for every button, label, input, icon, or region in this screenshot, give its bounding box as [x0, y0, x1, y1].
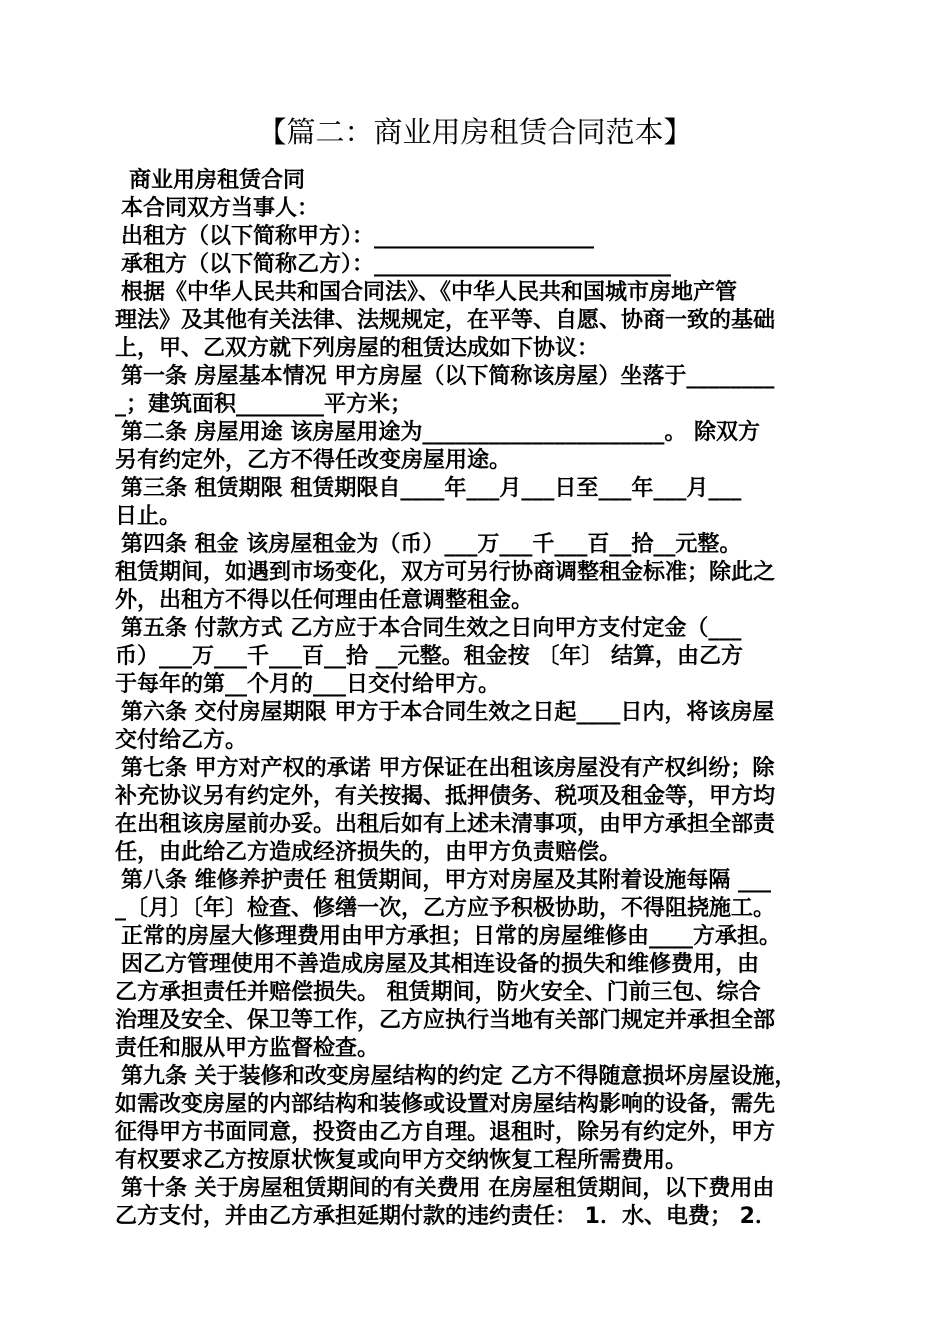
text-line: 因乙方管理使用不善造成房屋及其相连设备的损失和维修费用，由: [121, 952, 760, 977]
clause-7-line: 第七条 甲方对产权的承诺 甲方保证在出租该房屋没有产权纠纷；除: [121, 756, 775, 781]
text-line: 出租方（以下简称甲方）：____________________: [121, 224, 595, 249]
text-line: 交付给乙方。: [115, 728, 248, 753]
text-line: 上，甲、乙双方就下列房屋的租赁达成如下协议：: [115, 336, 600, 361]
text-line: 理法》及其他有关法律、法规规定，在平等、自愿、协商一致的基础: [115, 308, 776, 333]
clause-2-line: 第二条 房屋用途 该房屋用途为______________________。 除双方: [121, 420, 760, 445]
text-line: _〔月〕〔年〕检查、修缮一次，乙方应予积极协助，不得阻挠施工。: [115, 896, 776, 921]
text-line: 如需改变房屋的内部结构和装修或设置对房屋结构影响的设备，需先: [115, 1092, 776, 1117]
text-line: 租赁期间，如遇到市场变化，双方可另行协商调整租金标准；除此之: [115, 560, 776, 585]
text-line: _；建筑面积________平方米；: [115, 392, 413, 417]
clause-6-line: 第六条 交付房屋期限 甲方于本合同生效之日起____日内，将该房屋: [121, 700, 775, 725]
text-line: 正常的房屋大修理费用由甲方承担；日常的房屋维修由____方承担。: [121, 924, 782, 949]
text-line: 日止。: [115, 504, 182, 529]
clause-4-line: 第四条 租金 该房屋租金为（币）___万___千___百__拾__元整。: [121, 532, 742, 557]
text-line: 于每年的第__个月的___日交付给甲方。: [115, 672, 501, 697]
text-line: 外，出租方不得以任何理由任意调整租金。: [115, 588, 534, 613]
clause-3-line: 第三条 租赁期限 租赁期限自____年___月___日至___年___月___: [121, 476, 742, 501]
clause-8-line: 第八条 维修养护责任 租赁期间，甲方对房屋及其附着设施每隔 ___: [121, 868, 771, 893]
clause-9-line: 第九条 关于装修和改变房屋结构的约定 乙方不得随意损坏房屋设施，: [121, 1064, 797, 1089]
clause-1-line: 第一条 房屋基本情况 甲方房屋（以下简称该房屋）坐落于________: [121, 364, 775, 389]
contract-heading: 商业用房租赁合同: [129, 168, 306, 193]
text-line: 币）___万___千___百__拾 __元整。租金按 〔年〕 结算，由乙方: [115, 644, 743, 669]
text-line: 征得甲方书面同意，投资由乙方自理。退租时，除另有约定外，甲方: [115, 1120, 776, 1145]
document-title: 【篇二：商业用房租赁合同范本】: [257, 115, 693, 149]
text-line: 在出租该房屋前办妥。出租后如有上述未清事项，由甲方承担全部责: [115, 812, 776, 837]
text-line: 责任和服从甲方监督检查。: [115, 1036, 380, 1061]
text-line: 乙方承担责任并赔偿损失。 租赁期间，防火安全、门前三包、综合: [115, 980, 761, 1005]
clause-5-line: 第五条 付款方式 乙方应于本合同生效之日向甲方支付定金（___: [121, 616, 742, 641]
text-line: 治理及安全、保卫等工作，乙方应执行当地有关部门规定并承担全部: [115, 1008, 776, 1033]
text-line: 承租方（以下简称乙方）：___________________________: [121, 252, 672, 277]
text-line: 另有约定外，乙方不得任改变房屋用途。: [115, 448, 512, 473]
text-line: 任，由此给乙方造成经济损失的，由甲方负责赔偿。: [115, 840, 622, 865]
clause-10-line: 第十条 关于房屋租赁期间的有关费用 在房屋租赁期间，以下费用由: [121, 1176, 775, 1201]
text-line: 本合同双方当事人：: [121, 196, 320, 221]
text-line: 补充协议另有约定外，有关按揭、抵押债务、税项及租金等，甲方均: [115, 784, 776, 809]
contract-body: [115, 167, 840, 1231]
text-line: 根据《中华人民共和国合同法》、《中华人民共和国城市房地产管: [121, 280, 738, 305]
text-line: 乙方支付，并由乙方承担延期付款的违约责任： 1．水、电费； 2．: [115, 1204, 777, 1229]
text-line: 有权要求乙方按原状恢复或向甲方交纳恢复工程所需费用。: [115, 1148, 688, 1173]
